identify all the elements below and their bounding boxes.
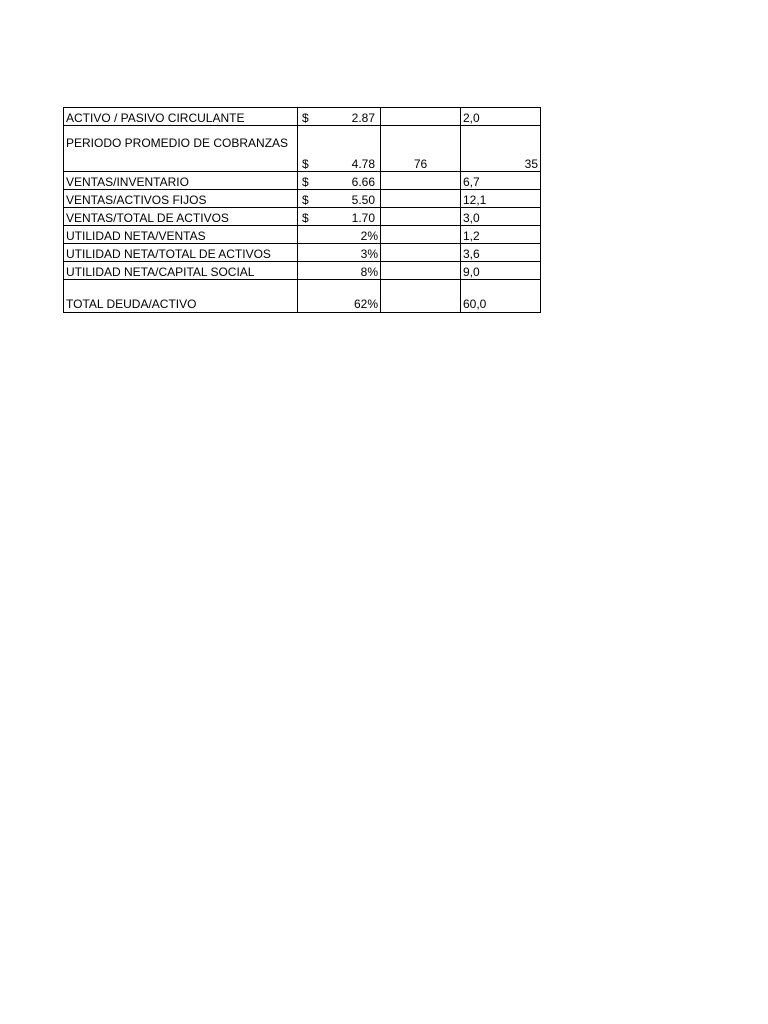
ratio-value-cell[interactable] (298, 172, 381, 190)
table-row (64, 126, 541, 172)
ratio-label-cell[interactable]: PERIODO PROMEDIO DE COBRANZAS (64, 126, 298, 172)
benchmark-cell[interactable]: 1,2 (461, 226, 541, 244)
ratio-value: 1.70 (351, 211, 375, 225)
ratio-label-cell[interactable]: UTILIDAD NETA/TOTAL DE ACTIVOS (64, 244, 298, 262)
benchmark-cell[interactable]: 6,7 (461, 172, 541, 190)
ratio-value: 5.50 (351, 193, 375, 207)
extra-value-cell[interactable] (381, 226, 461, 244)
ratio-label-cell[interactable]: UTILIDAD NETA/VENTAS (64, 226, 298, 244)
extra-value-cell[interactable]: 76 (381, 126, 461, 172)
extra-value-cell[interactable] (381, 172, 461, 190)
extra-value-cell[interactable] (381, 280, 461, 313)
extra-value-cell[interactable] (381, 208, 461, 226)
financial-ratios-table (63, 107, 541, 313)
ratio-label-cell[interactable]: VENTAS/ACTIVOS FIJOS (64, 190, 298, 208)
ratio-value-cell[interactable] (298, 208, 381, 226)
extra-value-cell[interactable] (381, 108, 461, 126)
currency-symbol: $ (302, 157, 309, 171)
ratio-value-cell[interactable] (298, 190, 381, 208)
ratio-label-cell[interactable]: ACTIVO / PASIVO CIRCULANTE (64, 108, 298, 126)
table-row (64, 280, 541, 313)
ratio-value-cell[interactable]: 62% (298, 280, 381, 313)
table-row (64, 172, 541, 190)
benchmark-cell[interactable]: 35 (461, 126, 541, 172)
ratio-label-cell[interactable]: TOTAL DEUDA/ACTIVO (64, 280, 298, 313)
ratio-value: 6.66 (351, 175, 375, 189)
ratio-value: 4.78 (351, 157, 375, 171)
ratio-value: 2.87 (351, 111, 375, 125)
extra-value-cell[interactable] (381, 262, 461, 280)
currency-symbol: $ (302, 111, 309, 125)
benchmark-cell[interactable]: 2,0 (461, 108, 541, 126)
table-row (64, 226, 541, 244)
table-row (64, 244, 541, 262)
currency-symbol: $ (302, 211, 309, 225)
table-row (64, 108, 541, 126)
table-row (64, 190, 541, 208)
table-row (64, 208, 541, 226)
benchmark-cell[interactable]: 60,0 (461, 280, 541, 313)
currency-symbol: $ (302, 175, 309, 189)
ratio-value-cell[interactable] (298, 108, 381, 126)
table-row (64, 262, 541, 280)
extra-value-cell[interactable] (381, 190, 461, 208)
benchmark-cell[interactable]: 3,0 (461, 208, 541, 226)
benchmark-cell[interactable]: 9,0 (461, 262, 541, 280)
benchmark-cell[interactable]: 3,6 (461, 244, 541, 262)
benchmark-cell[interactable]: 12,1 (461, 190, 541, 208)
extra-value-cell[interactable] (381, 244, 461, 262)
ratio-label-cell[interactable]: UTILIDAD NETA/CAPITAL SOCIAL (64, 262, 298, 280)
ratio-value-cell[interactable]: 3% (298, 244, 381, 262)
ratio-label-cell[interactable]: VENTAS/TOTAL DE ACTIVOS (64, 208, 298, 226)
currency-symbol: $ (302, 193, 309, 207)
ratio-value-cell[interactable] (298, 126, 381, 172)
ratio-value-cell[interactable]: 8% (298, 262, 381, 280)
ratio-value-cell[interactable]: 2% (298, 226, 381, 244)
ratio-label-cell[interactable]: VENTAS/INVENTARIO (64, 172, 298, 190)
spreadsheet-area (63, 107, 541, 313)
